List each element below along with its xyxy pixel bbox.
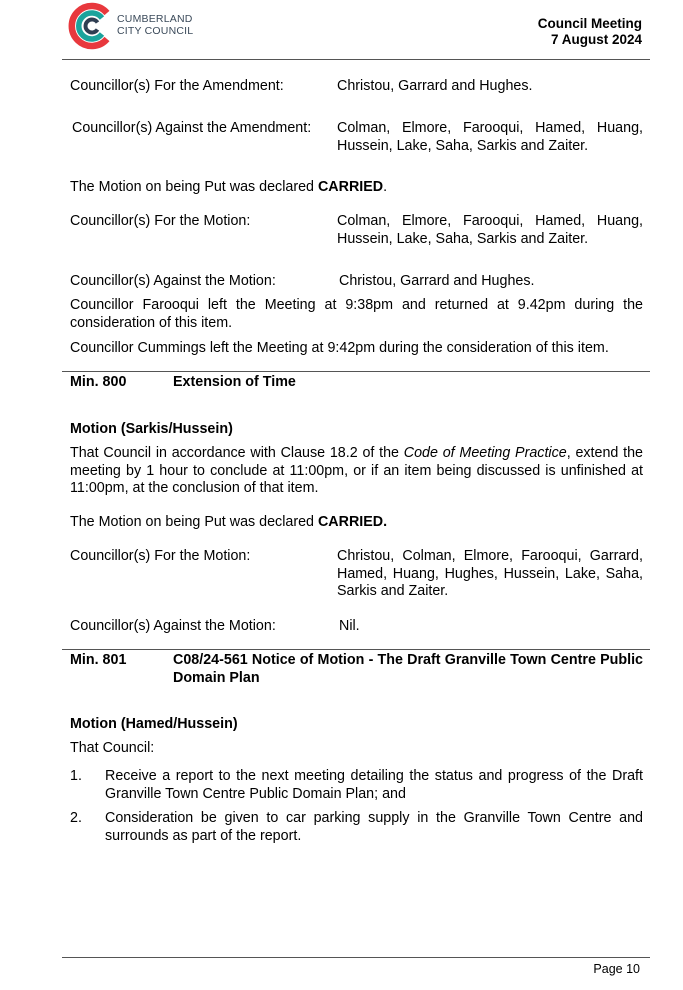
- min-800-text-b: , extend the meeting by 1 hour to conclude at 11:00pm, or if an item being discussed is unfinished at 11:00pm, at the conclusion of that item.: [70, 445, 644, 496]
- motion-put-text: The Motion on being Put was declared: [70, 179, 318, 195]
- meeting-name: Council Meeting: [537, 16, 642, 31]
- list-item-number: 1.: [70, 768, 82, 784]
- min-800-for-names: Christou, Colman, Elmore, Farooqui, Garrard, Hamed, Huang, Hughes, Hussein, Lake, Saha, Sarkis and Zaiter.: [337, 548, 643, 599]
- header-rule: [62, 59, 650, 60]
- page-number: Page 10: [593, 962, 640, 976]
- org-name: [117, 13, 193, 37]
- motion-against-label: Councillor(s) Against the Motion:: [70, 273, 276, 289]
- list-item-text: Consideration be given to car parking supply in the Granville Town Centre and surrounds as part of the report.: [105, 810, 643, 844]
- min-800-put-carried: CARRIED.: [317, 514, 388, 530]
- org-name-line1: CUMBERLAND: [117, 13, 193, 25]
- amendment-against-names: Colman, Elmore, Farooqui, Hamed, Huang, Hussein, Lake, Saha, Sarkis and Zaiter.: [337, 120, 643, 154]
- min-800-motion-text: [70, 445, 643, 498]
- meeting-date: 7 August 2024: [550, 32, 642, 47]
- motion-put-result-1: [70, 179, 643, 197]
- note-cummings: Councillor Cummings left the Meeting at 9:42pm during the consideration of this item.: [70, 340, 609, 356]
- min-801-intro: That Council:: [70, 740, 155, 756]
- min-801-motion-heading: Motion (Hamed/Hussein): [70, 716, 238, 732]
- amendment-for-names: Christou, Garrard and Hughes.: [337, 78, 533, 94]
- list-item-text: Receive a report to the next meeting detailing the status and progress of the Draft Granville Town Centre Public Domain Plan; and: [105, 768, 643, 802]
- motion-put-end: .: [383, 179, 388, 195]
- min-800-number: Min. 800: [70, 374, 127, 390]
- code-of-meeting-practice: Code of Meeting Practice: [403, 445, 567, 461]
- min-800-put-result: [70, 514, 643, 532]
- min-800-for-label: Councillor(s) For the Motion:: [70, 548, 251, 564]
- cumberland-logo: [66, 2, 114, 50]
- min-801-title: C08/24-561 Notice of Motion - The Draft Granville Town Centre Public Domain Plan: [173, 652, 643, 686]
- min-800-put-text: The Motion on being Put was declared: [70, 514, 318, 530]
- min-800-against-label: Councillor(s) Against the Motion:: [70, 618, 276, 634]
- min-801-number: Min. 801: [70, 652, 127, 668]
- amendment-against-label: Councillor(s) Against the Amendment:: [72, 120, 312, 136]
- min-800-motion-heading: Motion (Sarkis/Hussein): [70, 421, 233, 437]
- list-item-number: 2.: [70, 810, 82, 826]
- section-rule-801: [62, 649, 650, 650]
- min-800-title: Extension of Time: [173, 374, 296, 390]
- section-rule-800: [62, 371, 650, 372]
- min-800-text-a: That Council in accordance with Clause 18.2 of the: [70, 445, 404, 461]
- motion-put-result: CARRIED: [317, 179, 384, 195]
- min-800-against-names: Nil.: [339, 618, 360, 634]
- motion-for-label: Councillor(s) For the Motion:: [70, 213, 251, 229]
- footer-rule: [62, 957, 650, 958]
- note-farooqui: Councillor Farooqui left the Meeting at 9:38pm and returned at 9.42pm during the consideration of this item.: [70, 297, 643, 331]
- amendment-for-label: Councillor(s) For the Amendment:: [70, 78, 284, 94]
- meeting-header: [538, 16, 642, 48]
- motion-for-names: Colman, Elmore, Farooqui, Hamed, Huang, Hussein, Lake, Saha, Sarkis and Zaiter.: [337, 213, 643, 247]
- org-name-line2: CITY COUNCIL: [117, 25, 194, 37]
- motion-against-names: Christou, Garrard and Hughes.: [339, 273, 535, 289]
